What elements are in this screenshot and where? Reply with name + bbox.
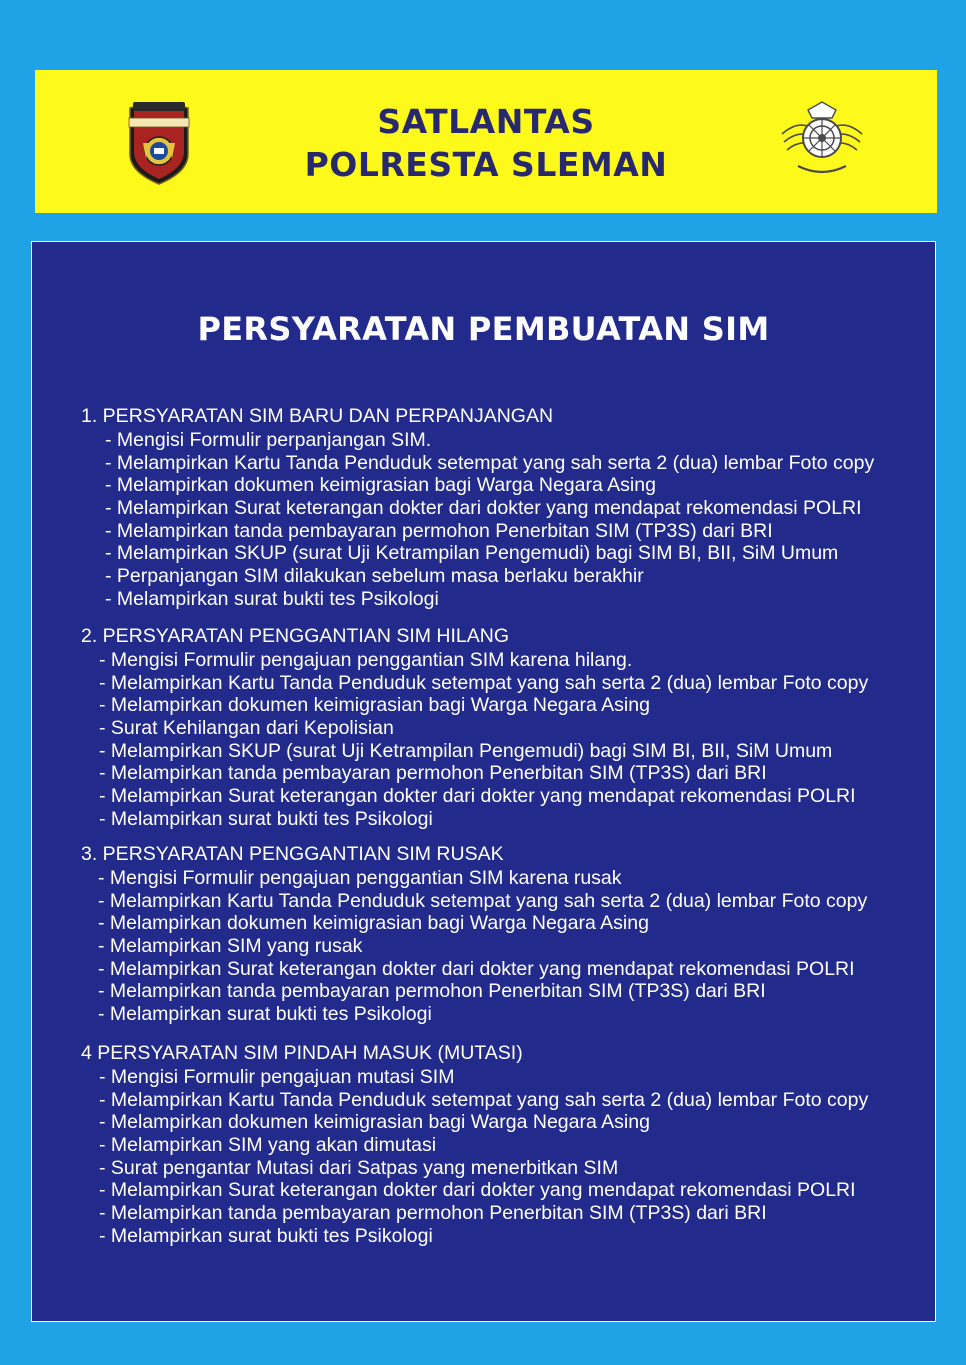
page-title: PERSYARATAN PEMBUATAN SIM <box>197 310 770 348</box>
section-heading: 3. PERSYARATAN PENGGANTIAN SIM RUSAK <box>81 843 504 865</box>
list-item: - Mengisi Formulir pengajuan penggantian SIM karena hilang. <box>99 649 633 671</box>
section-sim-baru-perpanjangan <box>81 403 874 611</box>
list-item: - Melampirkan tanda pembayaran permohon Penerbitan SIM (TP3S) dari BRI <box>105 519 773 542</box>
list-item: - Melampirkan surat bukti tes Psikologi <box>99 807 433 830</box>
list-item: - Melampirkan SIM yang rusak <box>98 935 363 958</box>
list-item: - Surat Kehilangan dari Kepolisian <box>99 717 394 740</box>
list-item: - Melampirkan Kartu Tanda Penduduk setempat yang sah serta 2 (dua) lembar Foto copy <box>105 451 875 474</box>
list-item: - Melampirkan Surat keterangan dokter dari dokter yang mendapat rekomendasi POLRI <box>99 1179 856 1202</box>
requirements-panel <box>31 241 936 1322</box>
header-title-line1: SATLANTAS <box>377 102 595 141</box>
requirements-list <box>81 429 874 611</box>
list-item: - Mengisi Formulir perpanjangan SIM. <box>105 429 432 451</box>
list-item: - Perpanjangan SIM dilakukan sebelum masa berlaku berakhir <box>105 565 644 588</box>
list-item: - Melampirkan Surat keterangan dokter dari dokter yang mendapat rekomendasi POLRI <box>98 957 855 980</box>
header-banner <box>35 70 937 213</box>
list-item: - Melampirkan tanda pembayaran permohon Penerbitan SIM (TP3S) dari BRI <box>98 980 766 1003</box>
list-item: - Melampirkan Kartu Tanda Penduduk setempat yang sah serta 2 (dua) lembar Foto copy <box>98 889 868 912</box>
list-item: - Melampirkan SIM yang akan dimutasi <box>99 1134 437 1157</box>
list-item: - Mengisi Formulir pengajuan penggantian SIM karena rusak <box>98 867 622 889</box>
list-item: - Mengisi Formulir pengajuan mutasi SIM <box>99 1066 455 1088</box>
list-item: - Melampirkan SKUP (surat Uji Ketrampilan Pengemudi) bagi SIM BI, BII, SiM Umum <box>105 542 839 565</box>
header-title-line2: POLRESTA SLEMAN <box>304 145 668 184</box>
section-heading: 2. PERSYARATAN PENGGANTIAN SIM HILANG <box>81 625 510 647</box>
requirements-list <box>81 1066 868 1248</box>
list-item: - Melampirkan SKUP (surat Uji Ketrampilan Pengemudi) bagi SIM BI, BII, SiM Umum <box>99 739 833 762</box>
section-sim-mutasi <box>81 1040 868 1248</box>
section-sim-rusak <box>81 841 867 1026</box>
section-heading: 1. PERSYARATAN SIM BARU DAN PERPANJANGAN <box>81 405 554 427</box>
list-item: - Melampirkan Kartu Tanda Penduduk setempat yang sah serta 2 (dua) lembar Foto copy <box>99 671 869 694</box>
list-item: - Melampirkan dokumen keimigrasian bagi Warga Negara Asing <box>105 474 656 497</box>
korlantas-winged-wheel-emblem-icon <box>778 98 866 184</box>
list-item: - Melampirkan surat bukti tes Psikologi <box>98 1003 432 1026</box>
section-heading: 4 PERSYARATAN SIM PINDAH MASUK (MUTASI) <box>81 1042 523 1064</box>
list-item: - Melampirkan tanda pembayaran permohon Penerbitan SIM (TP3S) dari BRI <box>99 762 767 785</box>
requirements-list <box>81 649 868 831</box>
list-item: - Melampirkan dokumen keimigrasian bagi Warga Negara Asing <box>99 1111 650 1134</box>
list-item: - Melampirkan dokumen keimigrasian bagi Warga Negara Asing <box>99 694 650 717</box>
requirements-list <box>81 867 867 1026</box>
list-item: - Melampirkan Surat keterangan dokter dari dokter yang mendapat rekomendasi POLRI <box>105 497 862 520</box>
list-item: - Melampirkan Surat keterangan dokter dari dokter yang mendapat rekomendasi POLRI <box>99 785 856 808</box>
section-sim-hilang <box>81 623 868 831</box>
list-item: - Melampirkan surat bukti tes Psikologi <box>105 587 439 610</box>
list-item: - Melampirkan dokumen keimigrasian bagi Warga Negara Asing <box>98 912 649 935</box>
list-item: - Melampirkan surat bukti tes Psikologi <box>99 1224 433 1247</box>
list-item: - Melampirkan tanda pembayaran permohon Penerbitan SIM (TP3S) dari BRI <box>99 1202 767 1225</box>
list-item: - Melampirkan Kartu Tanda Penduduk setempat yang sah serta 2 (dua) lembar Foto copy <box>99 1088 869 1111</box>
list-item: - Surat pengantar Mutasi dari Satpas yang menerbitkan SIM <box>99 1156 619 1179</box>
